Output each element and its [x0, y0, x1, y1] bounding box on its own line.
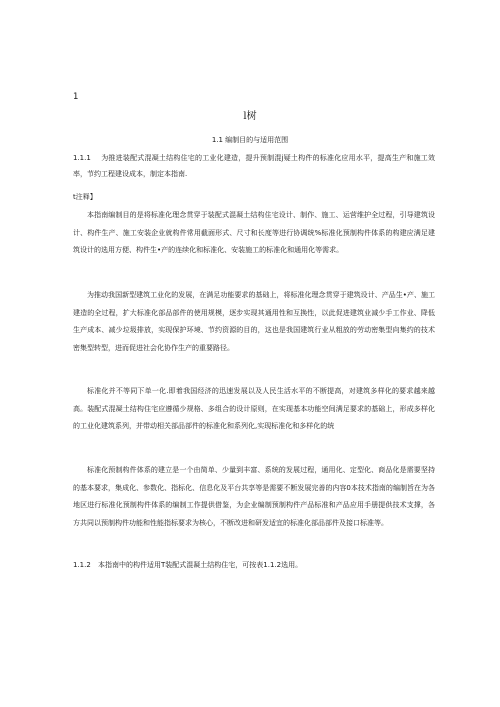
- note-label: t注释】: [73, 193, 97, 201]
- clause-number: 1.1.2: [73, 561, 91, 569]
- clause-1-1-1: [73, 150, 435, 182]
- chapter-title: l树: [243, 111, 257, 122]
- clause-text: 为推进装配式混凝土结构住宅的工业化建造，提升预制混j疑土构件的标准化应用水平，提高生产和施工效率，节约工程建设成本，制定本指南.: [73, 154, 435, 178]
- note-paragraph: 本指南编制目的是将标准化理念贯穿于装配式混凝土结构住宅设计、制作、施工、运营维护全过程，引导建筑设计、构件生产、施工安装企业就构件常用截面形式、尺寸和长度等进行协调统%标准化预制构件体系的构建应满足建筑设计的选用方便、构件生•产的连续化和标准化、安装施工的标准化和通用化等需求。: [73, 211, 435, 254]
- note-paragraph: 标准化预制构件体系的建立是一个由简单、少量到丰富、系统的发展过程，通用化、定型化、商品化是需要坚持的基本要求，集成化、参数化、指标化、信息化及平台共享等是需要不断发展完善的内容0本技术指南的编制旨在为各地区进行标准化预制构件体系的编制工作提供借鉴，为企业编制预制构件产品标准和产品应用手册提供技术支撑，各方共同以预制构件功能和性能指标要求为核心，不断改进和研发适宜的标准化部品部件及接口标准等。: [73, 466, 435, 527]
- note-paragraph: 为推动我国新型建筑工业化的发展，在满足功能要求的基础上，将标准化理念贯穿于建筑设计、产品生•产、施工建造的全过程，扩大标准化部品部件的使用规模，逐步实现其通用性和互换性，以此促进建筑业减少手工作业、降低生产成本、减少垃圾排放，实现保护环境、节约资源的目的，这也是我国建筑行业从粗放的劳动密集型向集约的技术密集型转型，进而促进社会化协作生产的重要路径。: [73, 291, 435, 352]
- clause-number: 1.1.1: [73, 154, 91, 162]
- page-number: 1: [73, 92, 79, 102]
- note-paragraph: 标准化并不等同下单一化.即着我国经济的迅速发展以及人民生活水平的不断提高，对建筑多样化的要求越来越高。装配式混凝土结构住宅应遵循少规格、多组合的设计原则，在实现基本功能空间满足要求的基础上，形成多样化的工业化建筑系列，并带动相关部品部件的标准化和系列化,实现标准化和多样化的统: [73, 387, 435, 430]
- clause-1-1-2: [73, 560, 435, 570]
- clause-text: 本指南中的构件适用T装配式混凝土结构住宅，可按表1.1.2选用。: [98, 561, 303, 569]
- section-title: 1.1 编制目的与适用范围: [211, 136, 289, 144]
